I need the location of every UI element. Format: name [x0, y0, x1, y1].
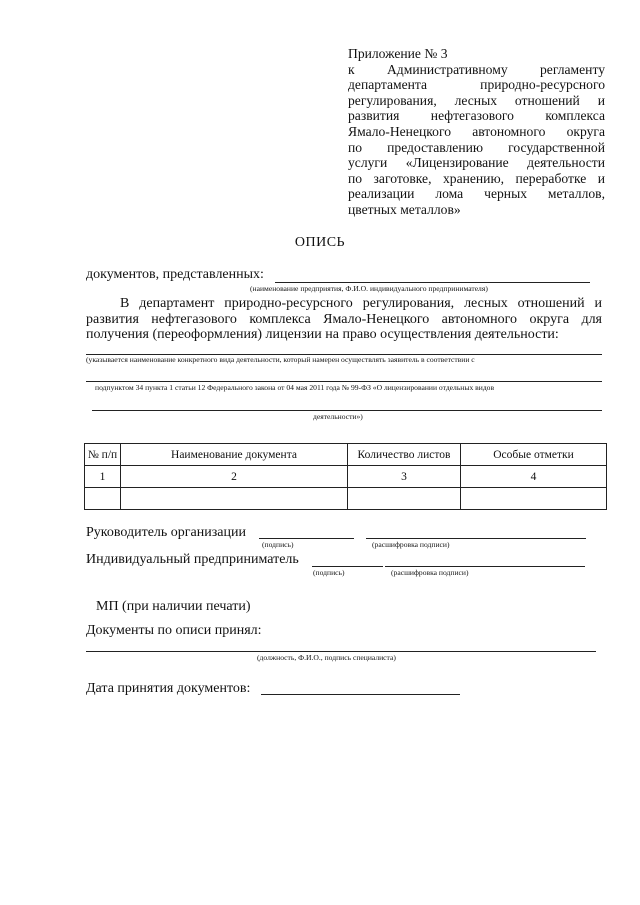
activity-field-line-3[interactable]: [92, 410, 602, 411]
appendix-line: Приложение № 3: [348, 46, 448, 61]
table-cell: 1: [85, 466, 121, 488]
request-paragraph: [86, 296, 602, 343]
paragraph-line: получения (переоформления) лицензии на право осуществления деятельности:: [86, 327, 559, 342]
head-signature-field[interactable]: [259, 538, 354, 539]
table-cell: 2: [121, 466, 348, 488]
activity-note-2: подпунктом 34 пункта 1 статьи 12 Федерального закона от 04 мая 2011 года № 99-ФЗ «О лицензировании отдельных видов: [95, 383, 495, 392]
activity-field-line-2[interactable]: [86, 381, 602, 382]
head-decode-field[interactable]: [366, 538, 586, 539]
table-cell: 3: [348, 466, 461, 488]
table-cell: 4: [461, 466, 607, 488]
ip-decode-caption: (расшифровка подписи): [391, 568, 469, 577]
ip-decode-field[interactable]: [385, 566, 585, 567]
header-cell: Особые отметки: [461, 444, 607, 466]
accepted-caption: (должность, Ф.И.О., подпись специалиста): [257, 653, 396, 662]
documents-table: [84, 443, 607, 510]
appendix-line: цветных металлов»: [348, 201, 461, 217]
appendix-line: по предоставлению государственной: [348, 139, 605, 155]
appendix-line: услуги «Лицензирование деятельности: [348, 155, 605, 171]
seal-note: МП (при наличии печати): [96, 599, 251, 614]
accepted-field[interactable]: [86, 651, 596, 652]
appendix-line: развития нефтегазового комплекса: [348, 108, 605, 124]
appendix-line: по заготовке, хранению, переработке и: [348, 170, 605, 186]
appendix-line: реализации лома черных металлов,: [348, 186, 605, 202]
docs-name-field[interactable]: [275, 282, 590, 283]
header-cell: Количество листов: [348, 444, 461, 466]
ip-label: Индивидуальный предприниматель: [86, 552, 299, 567]
appendix-line: Ямало-Ненецкого автономного округа: [348, 123, 605, 139]
date-field[interactable]: [261, 694, 460, 695]
appendix-block: [348, 46, 605, 218]
paragraph-line: В департамент природно-ресурсного регулирования, лесных отношений и: [120, 296, 602, 311]
header-cell: № п/п: [85, 444, 121, 466]
table-row: [85, 488, 607, 510]
paragraph-line: развития нефтегазового комплекса Ямало-Ненецкого автономного округа для: [86, 311, 602, 327]
table-cell[interactable]: [461, 488, 607, 510]
docs-label: документов, представленных:: [86, 267, 264, 282]
header-cell: Наименование документа: [121, 444, 348, 466]
activity-note-1: (указывается наименование конкретного вида деятельности, который намерен осуществлять заявитель в соответствии с: [86, 355, 475, 364]
accepted-label: Документы по описи принял:: [86, 623, 262, 638]
table-cell[interactable]: [85, 488, 121, 510]
head-label: Руководитель организации: [86, 525, 246, 540]
table-cell[interactable]: [121, 488, 348, 510]
appendix-line: департамента природно-ресурсного: [348, 77, 605, 93]
date-label: Дата принятия документов:: [86, 681, 251, 696]
appendix-line: к Административному регламенту: [348, 61, 605, 77]
document-title: ОПИСЬ: [294, 235, 346, 250]
head-sign-caption: (подпись): [262, 540, 294, 549]
activity-note-3: деятельности»): [313, 412, 363, 421]
appendix-line: регулирования, лесных отношений и: [348, 92, 605, 108]
table-cell[interactable]: [348, 488, 461, 510]
table-header-row: [85, 444, 607, 466]
table-row: [85, 466, 607, 488]
ip-signature-field[interactable]: [312, 566, 383, 567]
ip-sign-caption: (подпись): [313, 568, 345, 577]
docs-caption: (наименование предприятия, Ф.И.О. индивидуального предпринимателя): [250, 284, 488, 293]
head-decode-caption: (расшифровка подписи): [372, 540, 450, 549]
